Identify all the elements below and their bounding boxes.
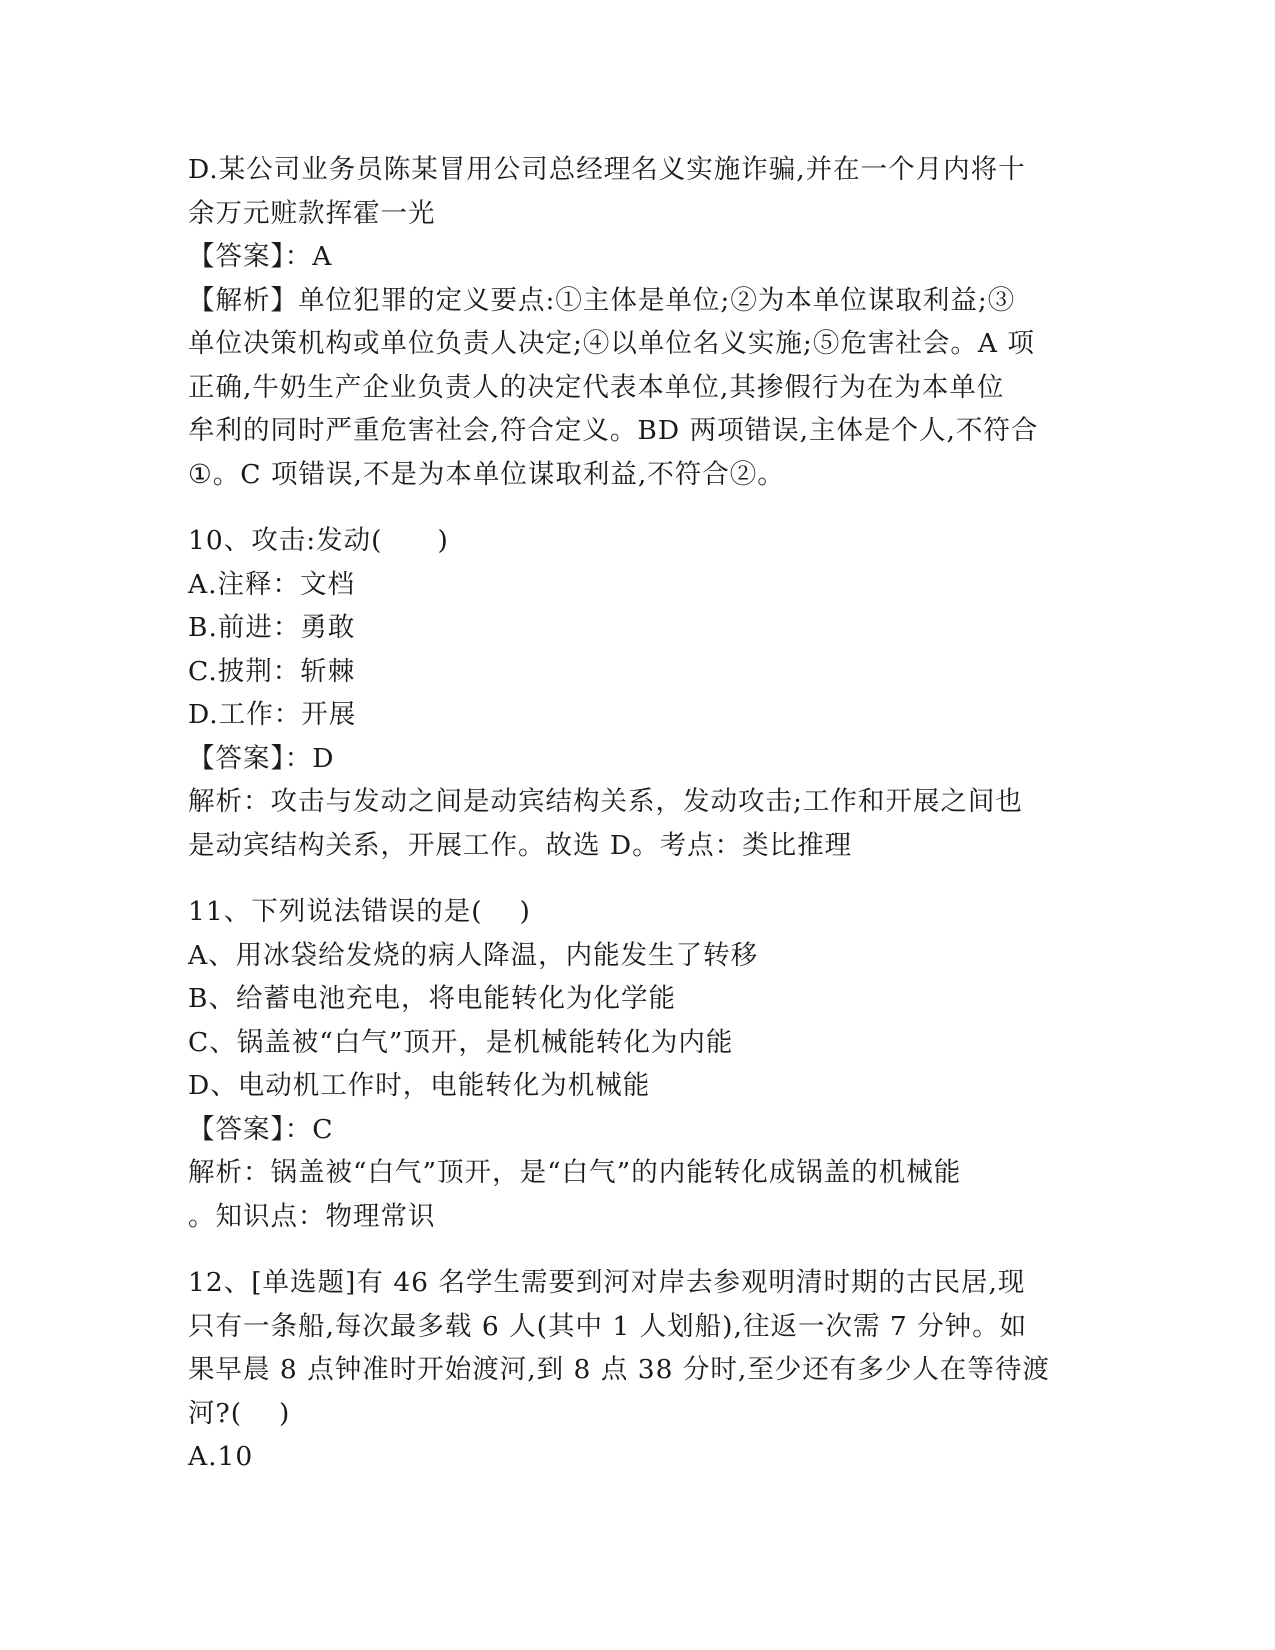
option-d: D.工作：开展: [188, 699, 357, 730]
question-stem-continued: 只有一条船,每次最多载 6 人(其中 1 人划船),往返一次需 7 分钟。如: [188, 1310, 1028, 1342]
analysis-line: 单位决策机构或单位负责人决定;④以单位名义实施;⑤危害社会。A 项: [188, 328, 1035, 359]
question-stem: 11、下列说法错误的是( ): [188, 896, 531, 927]
option-d-continued: 余万元赃款挥霍一光: [188, 197, 436, 229]
question-9-tail: [188, 148, 1078, 496]
question-12: [188, 1261, 1078, 1479]
answer-line: 【答案】：A: [188, 241, 333, 272]
document-page: [188, 148, 1078, 1479]
question-10: [188, 519, 1078, 867]
analysis-line: 。知识点：物理常识: [188, 1200, 436, 1232]
option-b: B、给蓄电池充电，将电能转化为化学能: [188, 983, 676, 1014]
question-stem: 10、攻击:发动( ): [188, 525, 449, 556]
question-stem: 12、[单选题]有 46 名学生需要到河对岸去参观明清时期的古民居,现: [188, 1267, 1026, 1298]
option-c: C.披荆：斩棘: [188, 655, 356, 687]
analysis-line: 正确,牛奶生产企业负责人的决定代表本单位,其掺假行为在为本单位: [188, 371, 1005, 403]
analysis-line: 解析：攻击与发动之间是动宾结构关系，发动攻击;工作和开展之间也: [188, 786, 1023, 817]
option-a: A、用冰袋给发烧的病人降温，内能发生了转移: [188, 939, 759, 971]
answer-line: 【答案】：C: [188, 1113, 334, 1145]
question-stem-continued: 果早晨 8 点钟准时开始渡河,到 8 点 38 分时,至少还有多少人在等待渡: [188, 1354, 1050, 1385]
answer-line: 【答案】：D: [188, 742, 335, 774]
option-d: D、电动机工作时，电能转化为机械能: [188, 1070, 651, 1101]
analysis-line: ①。C 项错误,不是为本单位谋取利益,不符合②。: [188, 458, 785, 490]
analysis-line: 解析：锅盖被“白气”顶开，是“白气”的内能转化成锅盖的机械能: [188, 1157, 962, 1188]
option-a: A.注释：文档: [188, 568, 356, 600]
question-11: [188, 890, 1078, 1238]
option-c: C、锅盖被“白气”顶开，是机械能转化为内能: [188, 1026, 734, 1058]
analysis-line: 牟利的同时严重危害社会,符合定义。BD 两项错误,主体是个人,不符合: [188, 415, 1039, 446]
option-b: B.前进：勇敢: [188, 612, 356, 643]
option-d: D.某公司业务员陈某冒用公司总经理名义实施诈骗,并在一个月内将十: [188, 154, 1026, 185]
question-stem-continued: 河?( ): [188, 1397, 291, 1429]
option-a: A.10: [188, 1441, 254, 1472]
analysis-line: 【解析】单位犯罪的定义要点:①主体是单位;②为本单位谋取利益;③: [188, 284, 1016, 316]
analysis-line: 是动宾结构关系，开展工作。故选 D。考点：类比推理: [188, 829, 853, 861]
